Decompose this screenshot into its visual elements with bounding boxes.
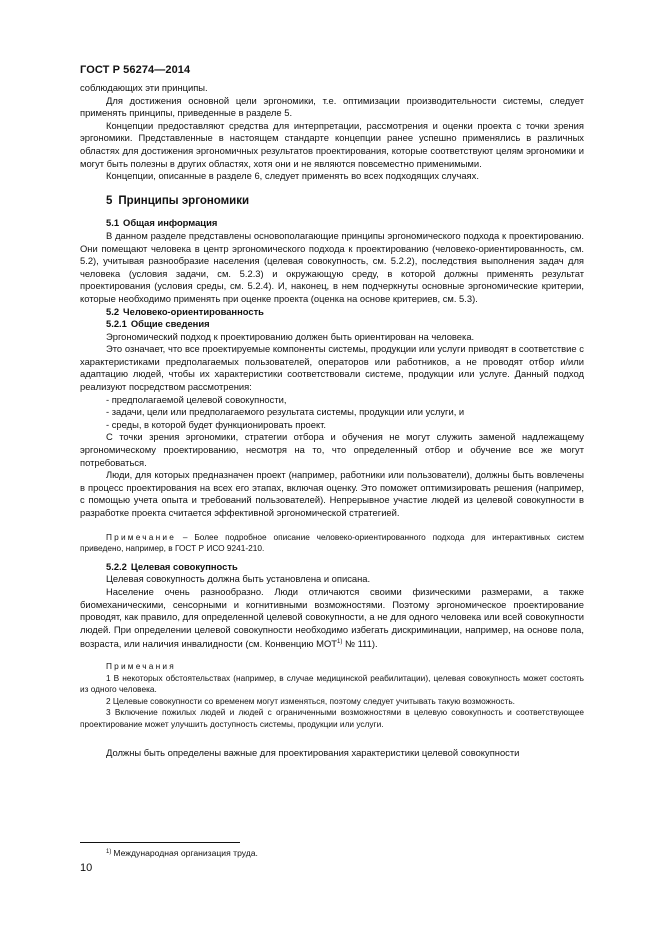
paragraph xyxy=(80,586,584,651)
section-title: Принципы эргономики xyxy=(118,194,250,207)
subsection-number: 5.2.2 xyxy=(106,560,127,572)
note-label: Примечание xyxy=(106,531,177,542)
notes-block xyxy=(80,661,584,731)
subsection-number: 5.2 xyxy=(106,305,120,317)
footnote xyxy=(106,848,258,858)
list-item: - среды, в которой будет функционировать проект. xyxy=(106,418,327,430)
footnote-marker: 1) xyxy=(106,849,112,855)
paragraph: С точки зрения эргономики, стратегии отбора и обучения не могут служить заменой надлежащему эргономическому проектированию, несмотря на то, что определенный отбор и обучение все же могут потребоваться. xyxy=(80,431,584,468)
note-item: 1 В некоторых обстоятельствах (например, в случае медицинской реабилитации), целевая совокупность может состоять из одного человека. xyxy=(80,672,584,695)
paragraph: Для достижения основной цели эргономики, т.е. оптимизации производительности системы, следует применять принципы, приведенные в разделе 5. xyxy=(80,94,584,119)
note-item: 3 Включение пожилых людей и людей с ограниченными возможностями в целевую совокупность и соответствующее проектирование может улучшить доступность системы, продукции или услуги. xyxy=(80,707,584,729)
paragraph: Должны быть определены важные для проектирования характеристики целевой совокупности xyxy=(106,746,520,758)
paragraph: соблюдающих эти принципы. xyxy=(80,82,208,93)
section-heading xyxy=(106,195,584,208)
notes-label: Примечания xyxy=(106,660,176,671)
footnote-text: Международная организация труда. xyxy=(113,848,258,858)
paragraph: Эргономический подход к проектированию должен быть ориентирован на человека. xyxy=(106,330,475,342)
subsection-title: Человеко-ориентированность xyxy=(123,305,264,317)
subsection-heading xyxy=(106,561,584,574)
subsection-number: 5.1 xyxy=(106,217,120,229)
footnote-ref: 1) xyxy=(337,639,343,646)
paragraph: Целевая совокупность должна быть установлена и описана. xyxy=(106,573,371,585)
paragraph: В данном разделе представлены основополагающие принципы эргономического подхода к проектированию. Они помещают человека в центр эргономического подхода к проектированию (человеко-ориентированность, см. 5.2), учитывая разнообразие населения (целевая совокупность, см. 5.2.2), последствия выполнения задач для человека (условия задачи, см. 5.2.3) и окружающую среду, в которой должны применять результат проектирования (условия среды, см. 5.2.4). И, наконец, в нем подчеркнуты основные эргономические критерии, которые необходимо применять при оценке проекта (оценка на основе критериев, см. 5.3). xyxy=(80,229,584,304)
paragraph-text: Население очень разнообразно. Люди отличаются своими физическими размерами, а также биомеханическими, сенсорными и когнитивными возможностями. Поэтому эргономическое проектирование проводят, как правило, для определенной целевой совокупности, а не для одного человека или всей совокупности людей. При определении целевой совокупности необходимо избегать дискриминации, например, на основе пола, возраста, или наличия инвалидности (см. Конвенцию МОТ xyxy=(80,585,584,650)
standard-header: ГОСТ Р 56274—2014 xyxy=(80,64,191,76)
footnote-separator xyxy=(80,842,240,843)
subsection-heading xyxy=(106,318,584,331)
section-number: 5 xyxy=(106,194,113,207)
subsection-heading xyxy=(106,217,584,230)
paragraph: Концепции, описанные в разделе 6, следует применять во всех подходящих случаях. xyxy=(106,170,479,182)
note-item: 2 Целевые совокупности со временем могут изменяться, поэтому следует учитывать такую возможность. xyxy=(106,695,515,706)
list-item: - задачи, цели или предполагаемого результата системы, продукции или услуги, и xyxy=(106,406,465,418)
subsection-title: Общая информация xyxy=(123,217,218,229)
note xyxy=(80,532,584,555)
paragraph-text: № 111). xyxy=(342,638,378,650)
page-number: 10 xyxy=(80,862,93,874)
note-text: – Более подробное описание человеко-ориентированного подхода для интерактивных систем приведено, например, в ГОСТ Р ИСО 9241-210. xyxy=(80,531,584,554)
paragraph: Люди, для которых предназначен проект (например, работники или пользователи), должны быть вовлечены в процесс проектирования на всех его этапах, включая оценку. Это поможет оптимизировать решения (например, с помощью учета опыта и требований пользователей). Непрерывное участие людей из целевой совокупности в разработке проекта считается эффективной эргономической стратегией. xyxy=(80,469,584,518)
subsection-title: Общие сведения xyxy=(130,318,210,330)
subsection-number: 5.2.1 xyxy=(106,318,127,330)
paragraph: Это означает, что все проектируемые компоненты системы, продукции или услуги приводят в соответствие с характеристиками предполагаемых пользователей, операторов или работников, а не проводят отбор и/или адаптацию людей, чтобы их характеристики соответствовали системе, продукции или услуге. Данный подход реализуют посредством рассмотрения: xyxy=(80,343,584,393)
page-body xyxy=(80,82,584,759)
paragraph: Концепции предоставляют средства для интерпретации, рассмотрения и оценки проекта с точки зрения эргономики. Представленные в настоящем стандарте концепции ранее успешно применялись в различных областях для достижения эргономичных результатов проектирования, которые соответствуют целям эргономики и могут быть полезны в других областях, хотя они и не являются повсеместно применимыми. xyxy=(80,119,584,169)
subsection-title: Целевая совокупность xyxy=(130,560,238,572)
subsection-heading xyxy=(106,306,584,319)
list-item: - предполагаемой целевой совокупности, xyxy=(106,393,287,405)
